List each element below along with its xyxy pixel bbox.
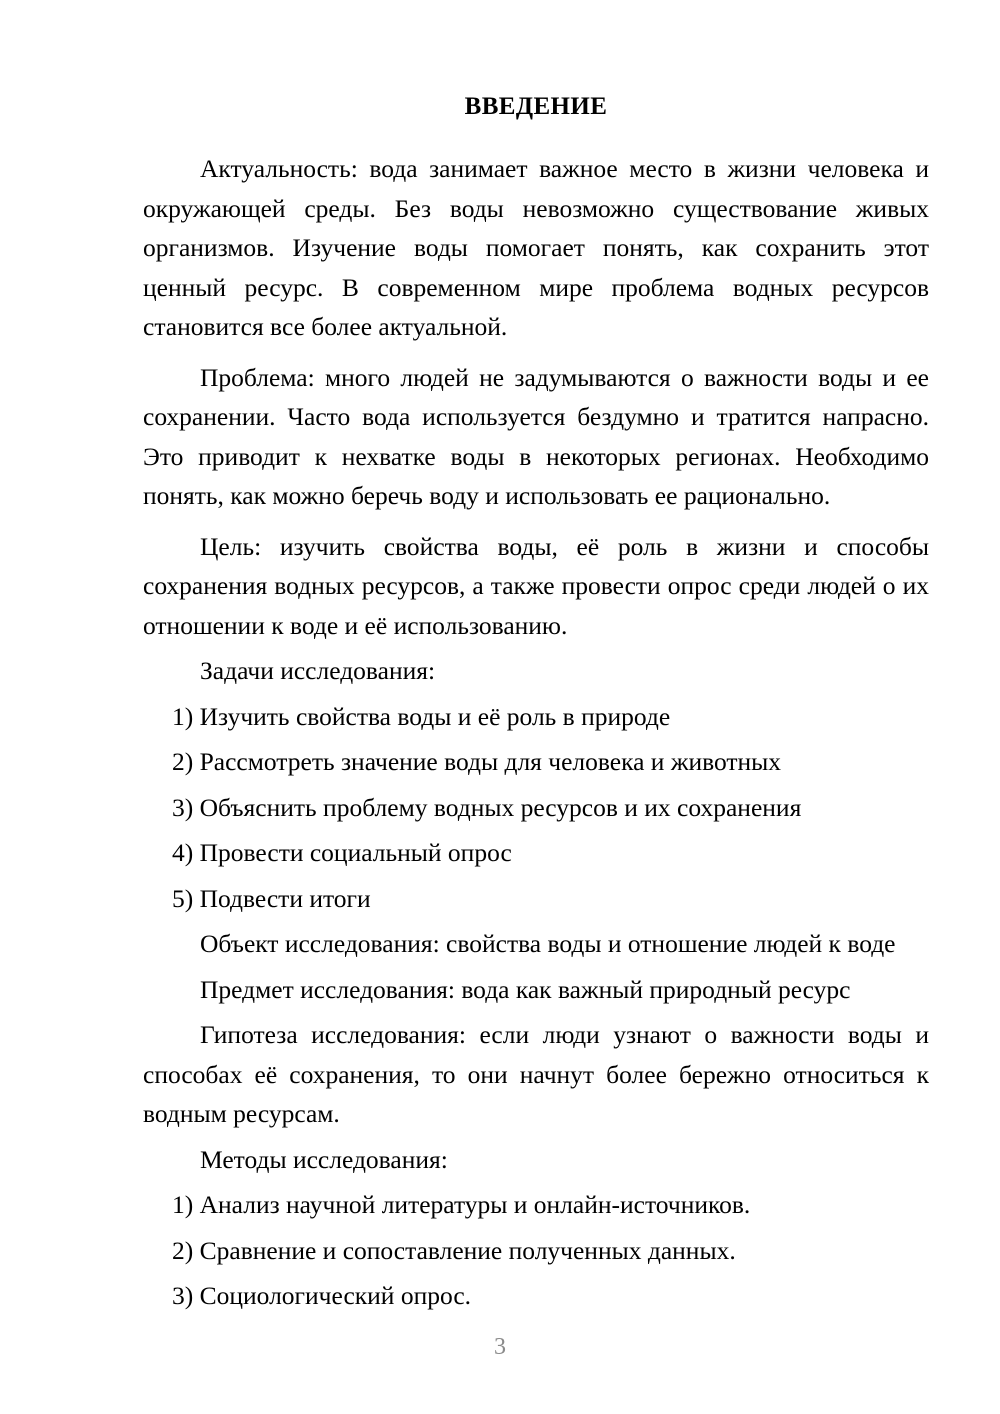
spacer <box>143 347 929 358</box>
page-number: 3 <box>494 1334 506 1360</box>
paragraph-problem: Проблема: много людей не задумываются о важности воды и ее сохранении. Часто вода используется бездумно и тратится напрасно. Это приводит к нехватке воды в некоторых регионах. Необходимо понять, как можно беречь воду и использовать ее рационально. <box>143 362 929 510</box>
list-item: 5) Подвести итоги <box>172 883 371 913</box>
list-item: 3) Социологический опрос. <box>172 1281 472 1310</box>
tasks-heading: Задачи исследования: <box>200 656 436 685</box>
list-item: 4) Провести социальный опрос <box>172 838 512 867</box>
list-item: 2) Рассмотреть значение воды для человека и животных <box>172 747 782 776</box>
paragraph-goal: Цель: изучить свойства воды, её роль в жизни и способы сохранения водных ресурсов, а также провести опрос среди людей о их отношении к воде и её использованию. <box>143 531 929 640</box>
paragraph-subject: Предмет исследования: вода как важный природный ресурс <box>200 974 851 1004</box>
list-item: 2) Сравнение и сопоставление полученных данных. <box>172 1235 736 1265</box>
paragraph-hypothesis: Гипотеза исследования: если люди узнают о важности воды и способах её сохранения, то они начнут более бережно относиться к водным ресурсам. <box>143 1020 929 1128</box>
document-body <box>143 0 929 1316</box>
methods-list <box>143 1185 929 1316</box>
list-item: 1) Изучить свойства воды и её роль в природе <box>172 701 671 731</box>
paragraph-object: Объект исследования: свойства воды и отношение людей к воде <box>200 929 896 958</box>
spacer <box>143 516 929 527</box>
methods-heading: Методы исследования: <box>200 1144 448 1174</box>
tasks-list <box>143 697 929 919</box>
paragraph-relevance: Актуальность: вода занимает важное место в жизни человека и окружающей среды. Без воды невозможно существование живых организмов. Изучение воды помогает понять, как сохранить этот ценный ресурс. В современном мире проблема водных ресурсов становится все более актуальной. <box>143 154 929 341</box>
page-title: ВВЕДЕНИЕ <box>464 93 608 120</box>
list-item: 3) Объяснить проблему водных ресурсов и их сохранения <box>172 792 802 822</box>
list-item: 1) Анализ научной литературы и онлайн-источников. <box>172 1190 751 1219</box>
